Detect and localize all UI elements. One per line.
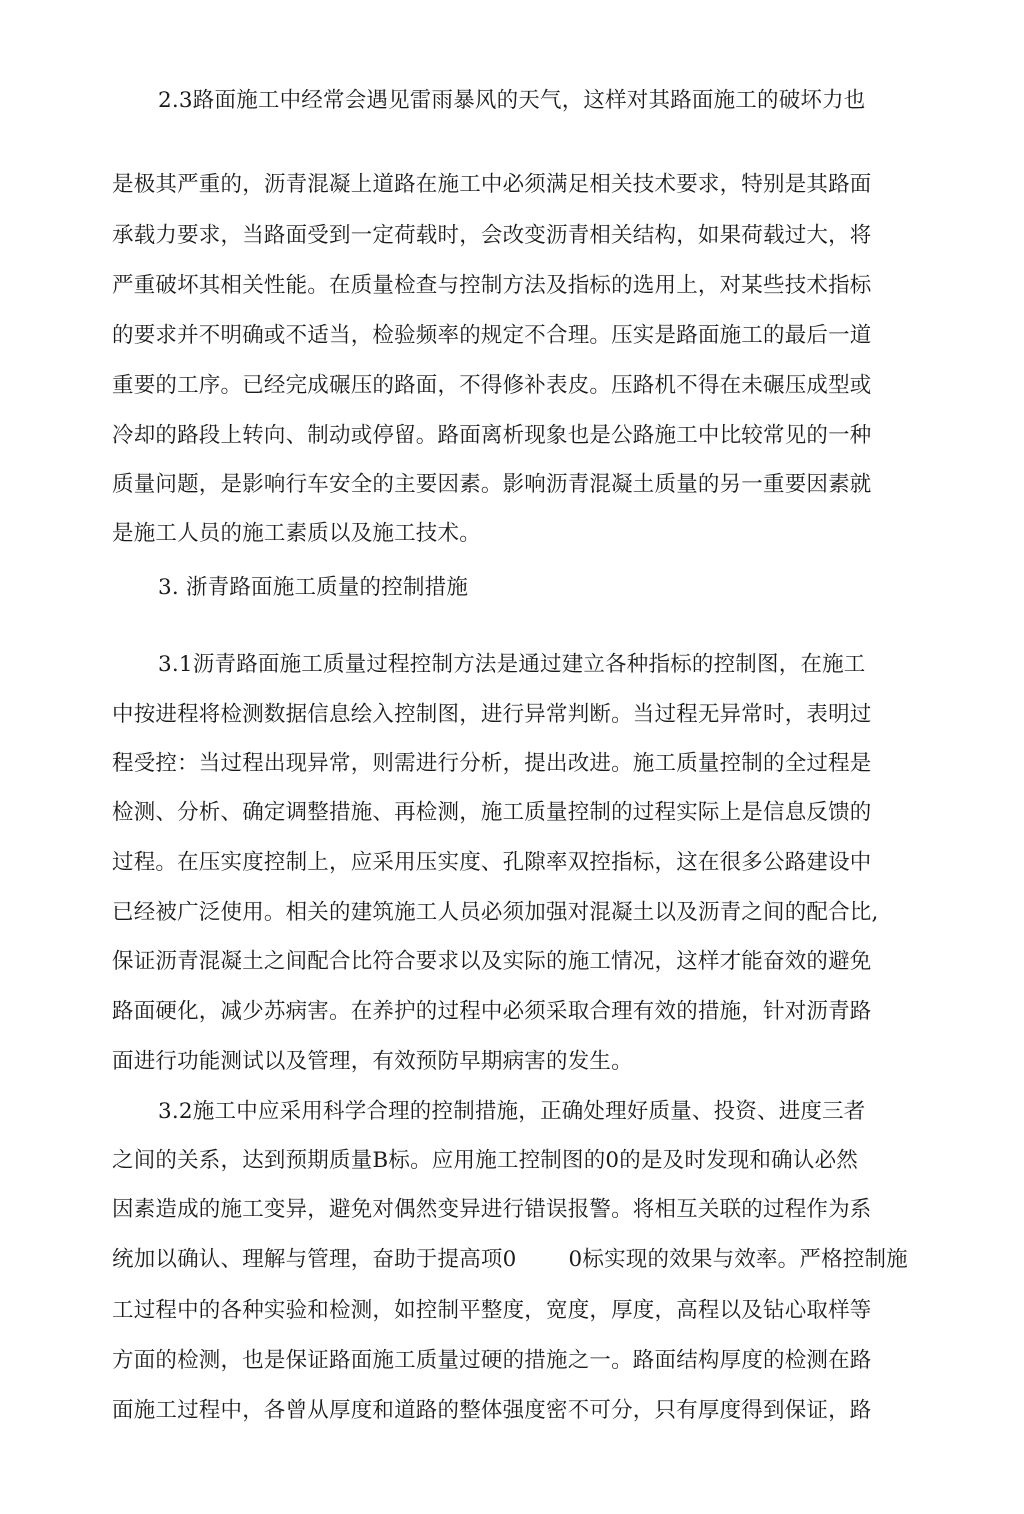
paragraph-3-2-line-4-part-2: 0标实现的效果与效率。严格控制施 — [568, 1247, 908, 1272]
paragraph-3-1-line-2: 中按进程将检测数据信息绘入控制图，进行异常判断。当过程无异常时，表明过 — [112, 702, 872, 727]
paragraph-3-1-line-3: 程受控：当过程出现异常，则需进行分析，提出改进。施工质量控制的全过程是 — [112, 751, 872, 776]
paragraph-2-3-line-1: 2.3路面施工中经常会遇见雷雨暴风的天气，这样对其路面施工的破坏力也 — [158, 88, 866, 113]
paragraph-3-1-line-5: 过程。在压实度控制上，应采用压实度、孔隙率双控指标，这在很多公路建设中 — [112, 850, 872, 875]
paragraph-3-2-line-4-part-1: 统加以确认、理解与管理，奋助于提高项0 — [112, 1247, 517, 1272]
paragraph-3-2-line-2: 之间的关系，达到预期质量B标。应用施工控制图的0的是及时发现和确认必然 — [112, 1148, 858, 1173]
paragraph-2-3-line-9: 是施工人员的施工素质以及施工技术。 — [112, 521, 481, 546]
section-3-heading: 3. 浙青路面施工质量的控制措施 — [158, 575, 469, 600]
paragraph-3-1-line-1: 3.1沥青路面施工质量过程控制方法是通过建立各种指标的控制图，在施工 — [158, 652, 866, 677]
paragraph-3-2-line-4 — [112, 1245, 908, 1275]
paragraph-3-1-line-4: 检测、分析、确定调整措施、再检测，施工质量控制的过程实际上是信息反馈的 — [112, 800, 872, 825]
paragraph-3-2-line-3: 因素造成的施工变异，避免对偶然变异进行错误报警。将相互关联的过程作为系 — [112, 1197, 872, 1222]
paragraph-3-1-line-6: 已经被广泛使用。相关的建筑施工人员必须加强对混凝土以及沥青之间的配合比, — [112, 900, 879, 925]
paragraph-3-2-line-5: 工过程中的各种实验和检测，如控制平整度，宽度，厚度，高程以及钻心取样等 — [112, 1298, 872, 1323]
paragraph-2-3-line-3: 承载力要求，当路面受到一定荷载时，会改变沥青相关结构，如果荷载过大，将 — [112, 223, 872, 248]
paragraph-2-3-line-2: 是极其严重的，沥青混凝上道路在施工中必须满足相关技术要求，特别是其路面 — [112, 172, 872, 197]
paragraph-2-3-line-8: 质量问题，是影响行车安全的主要因素。影响沥青混凝土质量的另一重要因素就 — [112, 472, 872, 497]
paragraph-3-2-line-6: 方面的检测，也是保证路面施工质量过硬的措施之一。路面结构厚度的检测在路 — [112, 1348, 872, 1373]
paragraph-3-2-line-1: 3.2施工中应采用科学合理的控制措施，正确处理好质量、投资、进度三者 — [158, 1099, 866, 1124]
paragraph-2-3-line-4: 严重破坏其相关性能。在质量检查与控制方法及指标的选用上，对某些技术指标 — [112, 273, 872, 298]
paragraph-2-3-line-5: 的要求并不明确或不适当，检验频率的规定不合理。压实是路面施工的最后一道 — [112, 323, 872, 348]
paragraph-3-1-line-7: 保证沥青混凝土之间配合比符合要求以及实际的施工情况，这样才能奋效的避免 — [112, 949, 872, 974]
paragraph-3-1-line-9: 面进行功能测试以及管理，有效预防早期病害的发生。 — [112, 1049, 633, 1074]
paragraph-2-3-line-7: 冷却的路段上转向、制动或停留。路面离析现象也是公路施工中比较常见的一种 — [112, 423, 872, 448]
paragraph-3-2-line-7: 面施工过程中，各曾从厚度和道路的整体强度密不可分，只有厚度得到保证，路 — [112, 1398, 872, 1423]
paragraph-2-3-line-6: 重要的工序。已经完成碾压的路面，不得修补表皮。压路机不得在未碾压成型或 — [112, 373, 872, 398]
paragraph-3-1-line-8: 路面硬化，减少苏病害。在养护的过程中必须采取合理有效的措施，针对沥青路 — [112, 999, 872, 1024]
